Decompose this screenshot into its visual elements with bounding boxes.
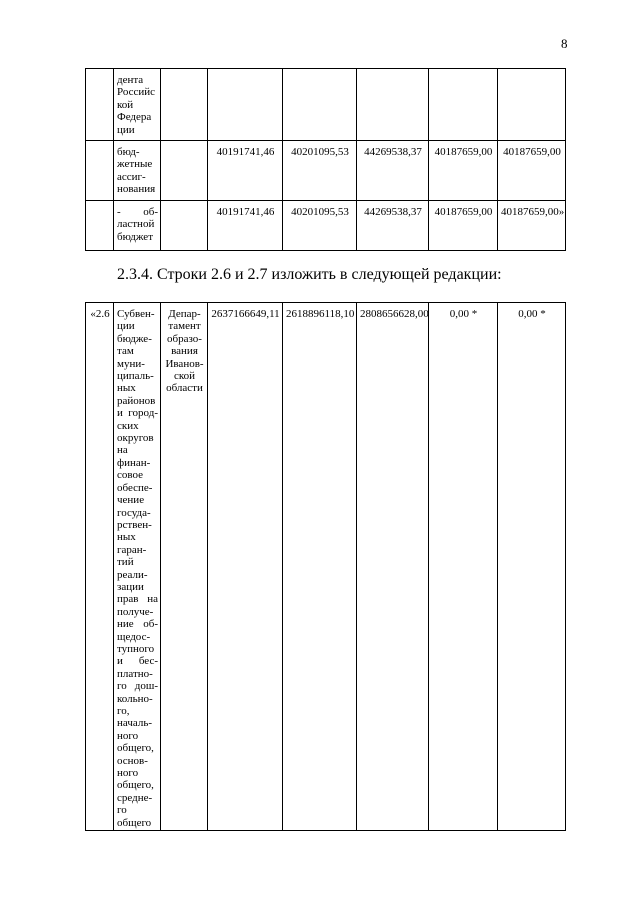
value-cell: 44269538,37 bbox=[357, 141, 429, 201]
text-line: муни- bbox=[117, 357, 145, 370]
text-line: нования bbox=[117, 183, 156, 196]
text-line: области bbox=[166, 382, 203, 395]
text-line: ции bbox=[117, 320, 135, 333]
text-line: госуда- bbox=[117, 506, 151, 519]
text-line: получе- bbox=[117, 605, 154, 618]
text-line: ного bbox=[117, 729, 139, 742]
value-cell: 44269538,37 bbox=[357, 201, 429, 251]
value-cell bbox=[283, 69, 357, 141]
text-line: бюджет bbox=[117, 230, 153, 243]
text-line: платно- bbox=[117, 667, 153, 680]
text-line: и город- bbox=[117, 407, 158, 420]
text-line: кой bbox=[117, 98, 134, 111]
text-line: ние об- bbox=[117, 618, 158, 631]
text-line: тамент bbox=[168, 320, 201, 333]
value-cell bbox=[208, 69, 283, 141]
text-line: общего, bbox=[117, 742, 154, 755]
text-line: прав на bbox=[117, 593, 158, 606]
text-line: тий bbox=[117, 556, 134, 569]
value-cell: 0,00 * bbox=[429, 303, 498, 831]
text-line: ской bbox=[173, 370, 196, 383]
text-line: чение bbox=[117, 494, 145, 507]
responsible-cell bbox=[161, 201, 208, 251]
text-line: началь- bbox=[117, 717, 153, 730]
table-row bbox=[86, 141, 566, 201]
text-line: финан- bbox=[117, 456, 151, 469]
text-line: бюд- bbox=[117, 146, 140, 158]
budget-table-new-edition bbox=[85, 302, 566, 831]
text-line: ных bbox=[117, 531, 136, 544]
text-line: щедос- bbox=[117, 630, 151, 643]
text-line: ских bbox=[117, 419, 139, 432]
text-line: там bbox=[117, 345, 134, 358]
row-number-cell bbox=[86, 201, 114, 251]
budget-table-continued bbox=[85, 68, 566, 251]
row-number-cell bbox=[86, 69, 114, 141]
text-line: образо- bbox=[167, 332, 202, 345]
text-line: средне- bbox=[117, 791, 153, 804]
responsible-cell bbox=[161, 303, 208, 831]
amendment-instruction: 2.3.4. Строки 2.6 и 2.7 изложить в следующей редакции: bbox=[117, 266, 502, 283]
value-cell: 40191741,46 bbox=[208, 141, 283, 201]
text-line: дента bbox=[117, 74, 144, 86]
name-cell bbox=[114, 303, 161, 831]
text-line: гаран- bbox=[117, 543, 147, 556]
responsible-cell bbox=[161, 141, 208, 201]
text-line: ципаль- bbox=[117, 370, 154, 383]
text-line: ассиг- bbox=[117, 170, 146, 183]
text-line: Иванов- bbox=[165, 357, 204, 370]
value-cell bbox=[357, 69, 429, 141]
text-line: округов bbox=[117, 432, 154, 445]
page-number: 8 bbox=[561, 36, 568, 51]
text-line: Субвен- bbox=[117, 308, 155, 320]
value-cell: 40187659,00 bbox=[429, 141, 498, 201]
text-line: общего, bbox=[117, 779, 154, 792]
value-cell: 40201095,53 bbox=[283, 141, 357, 201]
text-line: вания bbox=[171, 345, 198, 358]
table-row bbox=[86, 201, 566, 251]
value-cell: 2637166649,11 bbox=[208, 303, 283, 831]
table-row bbox=[86, 303, 566, 831]
text-line: Российс bbox=[117, 86, 156, 99]
value-cell: 2808656628,00 bbox=[357, 303, 429, 831]
value-cell: 40187659,00 bbox=[498, 141, 566, 201]
value-cell bbox=[498, 69, 566, 141]
text-line: ции bbox=[117, 123, 135, 136]
text-line: совое bbox=[117, 469, 144, 482]
text-line: ных bbox=[117, 382, 136, 395]
text-line: ного bbox=[117, 767, 139, 780]
text-line: кольно- bbox=[117, 692, 153, 705]
value-cell: 40187659,00 bbox=[429, 201, 498, 251]
text-line: и бес- bbox=[117, 655, 158, 668]
text-line: - об- bbox=[117, 206, 158, 218]
text-line: жетные bbox=[117, 158, 153, 171]
text-line: Депар- bbox=[168, 308, 201, 320]
text-line: ластной bbox=[117, 218, 155, 231]
text-line: го, bbox=[117, 705, 130, 717]
text-line: тупного bbox=[117, 642, 155, 655]
row-number-cell bbox=[86, 141, 114, 201]
text-line: общего bbox=[117, 816, 152, 829]
name-cell bbox=[114, 141, 161, 201]
text-line: го дош- bbox=[117, 680, 158, 693]
value-cell: 0,00 * bbox=[498, 303, 566, 831]
text-line: на bbox=[117, 444, 128, 457]
row-number-cell: «2.6 bbox=[86, 303, 114, 831]
text-line: бюдже- bbox=[117, 332, 152, 345]
text-line: зации bbox=[117, 580, 144, 593]
value-cell bbox=[429, 69, 498, 141]
text-line: рствен- bbox=[117, 518, 152, 531]
text-line: районов bbox=[117, 394, 156, 407]
value-cell: 2618896118,10 bbox=[283, 303, 357, 831]
text-line: Федера bbox=[117, 111, 152, 124]
value-cell: 40201095,53 bbox=[283, 201, 357, 251]
responsible-cell bbox=[161, 69, 208, 141]
text-line: го bbox=[117, 804, 127, 817]
text-line: обеспе- bbox=[117, 481, 153, 494]
value-cell: 40187659,00» bbox=[498, 201, 566, 251]
table-row bbox=[86, 69, 566, 141]
text-line: основ- bbox=[117, 754, 148, 767]
value-cell: 40191741,46 bbox=[208, 201, 283, 251]
name-cell bbox=[114, 69, 161, 141]
text-line: реали- bbox=[117, 568, 148, 581]
name-cell bbox=[114, 201, 161, 251]
